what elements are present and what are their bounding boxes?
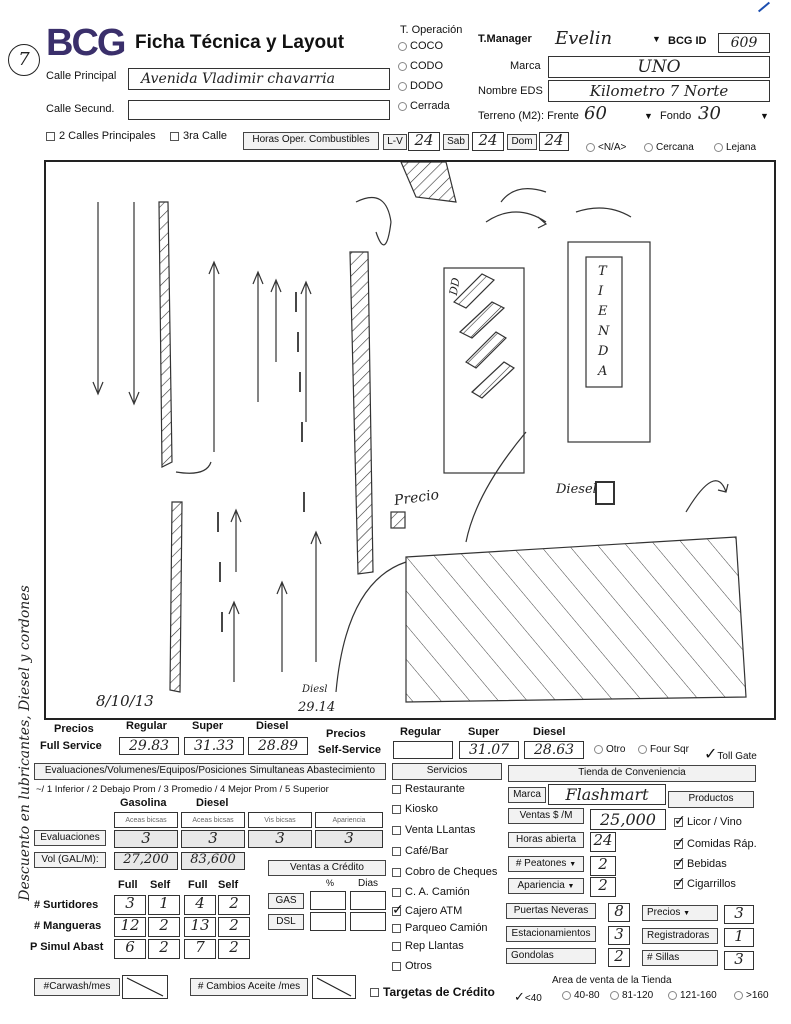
form-number: 7 [8, 44, 40, 76]
surtidores-full-dsl[interactable]: 4 [184, 895, 216, 915]
calle-secund-field[interactable] [128, 100, 390, 120]
lv-field[interactable]: 24 [408, 132, 440, 151]
precio-label: Precio [393, 486, 441, 510]
checkbox-checked-icon: ✓ [674, 853, 686, 870]
area-option-40-80[interactable]: 40-80 [562, 990, 600, 1001]
dias-label: Dias [358, 878, 379, 889]
precios-label: Precios [54, 723, 94, 735]
simul-abast-label: P Simul Abast [30, 941, 104, 953]
area-option-121-160[interactable]: 121-160 [668, 990, 717, 1001]
precios-self-label: Precios [326, 728, 366, 740]
checkbox-icon [392, 847, 401, 856]
sab-field[interactable]: 24 [472, 132, 504, 151]
lane-arrow [231, 510, 241, 572]
sab-label: Sab [443, 134, 469, 150]
chevron-down-icon[interactable]: ▼ [644, 111, 653, 121]
area-option-lt40[interactable]: ✓<40 [514, 989, 542, 1004]
price-self-diesel[interactable]: 28.63 [524, 741, 584, 759]
price-self-regular[interactable] [393, 741, 453, 759]
radio-icon [398, 62, 407, 71]
tienda-header[interactable]: Tienda de Conveniencia [508, 765, 756, 782]
ventas-label: Ventas $ /M [508, 808, 584, 824]
eval-value-4[interactable]: 3 [315, 830, 383, 848]
peatones-field[interactable]: 2 [590, 856, 616, 876]
diesel-pump [596, 482, 614, 504]
servicio-otros[interactable]: Otros [392, 960, 432, 972]
nombre-eds-label: Nombre EDS [478, 85, 543, 97]
checkbox-icon [392, 888, 401, 897]
eval-value-2[interactable]: 3 [181, 830, 245, 848]
road-divider-bottom [170, 502, 182, 692]
check-mark-icon: ✓ [704, 746, 718, 763]
tienda-marca-field[interactable]: Flashmart [548, 784, 666, 805]
bcg-logo: BCG [46, 22, 125, 64]
price-self-super[interactable]: 31.07 [459, 741, 519, 759]
diesel-label: Diesel [556, 482, 597, 497]
targetas-credito-checkbox[interactable]: Targetas de Crédito [370, 985, 495, 999]
terreno-frente-value[interactable]: 60 [584, 103, 607, 124]
bcg-id-label: BCG ID [668, 35, 707, 47]
terreno-label: Terreno (M2): Frente [478, 110, 579, 122]
col-super: Super [192, 720, 224, 732]
ventas-credito-header: Ventas a Crédito [268, 860, 386, 876]
gas-dias-field[interactable] [350, 891, 386, 910]
self-service-label: Self-Service [318, 744, 381, 756]
road-divider-top [159, 202, 172, 467]
gondolas-field[interactable]: 2 [608, 948, 630, 967]
fondo-value[interactable]: 30 [698, 103, 721, 124]
operacion-option-cerrada[interactable]: Cerrada [398, 100, 450, 112]
servicio-restaurante[interactable]: Restaurante [392, 783, 465, 795]
radio-icon [714, 143, 723, 152]
surtidores-full-gas[interactable]: 3 [114, 895, 146, 915]
dropdown-4[interactable]: Apariencia [315, 812, 383, 828]
pump-bars [454, 274, 514, 398]
radio-icon [398, 42, 407, 51]
price-full-diesel[interactable]: 28.89 [248, 737, 308, 755]
estacionamientos-label: Estacionamientos [506, 926, 596, 942]
layout-sketch-area[interactable] [44, 160, 776, 720]
tienda-letter: D [598, 344, 609, 359]
slash-mark [313, 976, 355, 998]
pct-label: % [326, 878, 335, 888]
servicio-cobro-cheques[interactable]: Cobro de Cheques [392, 866, 497, 878]
simul-self-gas[interactable]: 2 [148, 939, 180, 959]
road-curve [336, 562, 406, 692]
canopy-area [406, 537, 746, 702]
tienda-marca-label: Marca [508, 787, 546, 803]
registradoras-label: Registradoras [642, 928, 718, 944]
dos-calles-checkbox[interactable]: 2 Calles Principales [46, 130, 156, 142]
dd-label: DD [446, 276, 463, 297]
price-full-super[interactable]: 31.33 [184, 737, 244, 755]
checkbox-icon [46, 132, 55, 141]
radio-icon [594, 745, 603, 754]
apariencia-label: Apariencia ▼ [508, 878, 584, 894]
checkbox-icon [392, 826, 401, 835]
gasolina-label: Gasolina [120, 797, 167, 809]
calle-principal-label: Calle Principal [46, 70, 117, 82]
t-manager-value[interactable]: Evelin [555, 28, 613, 49]
checkbox-icon [170, 132, 179, 141]
area-option-81-120[interactable]: 81-120 [610, 990, 653, 1001]
producto-comidas[interactable]: ✓ Comidas Ráp. [674, 833, 757, 850]
radio-icon [734, 991, 743, 1000]
full-label: Full [118, 879, 138, 891]
u-turn-arrow [176, 462, 211, 473]
dom-label: Dom [507, 134, 537, 150]
pen-mark-icon [758, 2, 770, 13]
proximity-option-lejana[interactable]: Lejana [714, 142, 756, 153]
precios-tienda-field[interactable]: 3 [724, 905, 754, 924]
vol-diesel[interactable]: 83,600 [181, 852, 245, 870]
carwash-field[interactable] [122, 975, 168, 999]
dropdown-3[interactable]: Vis bicsas [248, 812, 312, 828]
gas-pct-field[interactable] [310, 891, 346, 910]
gas-label: GAS [268, 893, 304, 909]
operacion-option-codo[interactable]: CODO [398, 60, 443, 72]
marca-label: Marca [510, 60, 541, 72]
option-four-sqr[interactable]: Four Sqr [638, 744, 689, 755]
slash-mark [123, 976, 167, 998]
calle-secund-label: Calle Secund. [46, 103, 115, 115]
servicio-ca-camion[interactable]: C. A. Camión [392, 886, 470, 898]
exit-arrow [686, 481, 728, 512]
evaluaciones-header-button[interactable]: Evaluaciones/Volumenes/Equipos/Posiciones Simultaneas Abastecimiento [34, 763, 386, 780]
precios-tienda-label: Precios ▼ [642, 905, 718, 921]
proximity-option-na[interactable]: <N/A> [586, 142, 626, 153]
ventas-field[interactable]: 25,000 [590, 809, 666, 830]
servicio-kiosko[interactable]: Kiosko [392, 803, 438, 815]
chevron-down-icon[interactable]: ▼ [567, 883, 575, 890]
chevron-down-icon[interactable]: ▼ [683, 910, 691, 917]
dropdown-1[interactable]: Aceas bicsas [114, 812, 178, 828]
lane-arrow [271, 280, 281, 362]
road-curve [466, 432, 526, 542]
bcg-id-field[interactable]: 609 [718, 33, 770, 53]
lane-arrow [209, 262, 219, 452]
page-title: Ficha Técnica y Layout [135, 32, 345, 53]
peatones-label: # Peatones ▼ [508, 856, 584, 872]
radio-icon [610, 991, 619, 1000]
precio-sign [391, 512, 405, 528]
operacion-option-dodo[interactable]: DODO [398, 80, 443, 92]
servicio-cafe-bar[interactable]: Café/Bar [392, 845, 448, 857]
vol-label: Vol (GAL/M): [34, 852, 106, 868]
checkbox-icon [392, 942, 401, 951]
lane-arrow [253, 272, 263, 402]
lv-label: L-V [383, 134, 407, 150]
option-toll-gate[interactable]: ✓Toll Gate [704, 746, 757, 763]
radio-icon [562, 991, 571, 1000]
lane-dash [296, 292, 304, 512]
servicio-venta-llantas[interactable]: Venta LLantas [392, 824, 475, 836]
operacion-option-coco[interactable]: COCO [398, 40, 443, 52]
simul-full-gas[interactable]: 6 [114, 939, 146, 959]
lane-arrow [311, 532, 321, 662]
eval-value-1[interactable]: 3 [114, 830, 178, 848]
eval-value-3[interactable]: 3 [248, 830, 312, 848]
lane-arrow [129, 202, 139, 404]
producto-cigarrillos[interactable]: ✓ Cigarrillos [674, 873, 736, 890]
puertas-neveras-field[interactable]: 8 [608, 903, 630, 922]
col-regular: Regular [400, 726, 441, 738]
surtidores-self-dsl[interactable]: 2 [218, 895, 250, 915]
cambios-aceite-label: # Cambios Aceite /mes [190, 978, 308, 996]
area-option-gt160[interactable]: >160 [734, 990, 769, 1001]
store-outline [568, 242, 650, 442]
area-venta-label: Area de venta de la Tienda [552, 975, 672, 986]
registradoras-field[interactable]: 1 [724, 928, 754, 947]
option-otro[interactable]: Otro [594, 744, 625, 755]
col-diesel: Diesel [533, 726, 566, 738]
checkbox-icon [392, 962, 401, 971]
entry-arrow [576, 208, 631, 217]
horas-abierta-field[interactable]: 24 [590, 832, 616, 852]
top-structure [401, 162, 456, 202]
lane-arrow [229, 602, 239, 682]
lane-dash [218, 512, 222, 632]
nombre-eds-field[interactable]: Kilometro 7 Norte [548, 80, 770, 102]
checkbox-checked-icon: ✓ [674, 873, 686, 890]
tienda-letter: A [598, 364, 608, 379]
dsl-pct-field[interactable] [310, 912, 346, 931]
radio-icon [668, 991, 677, 1000]
col-diesel: Diesel [256, 720, 289, 732]
simul-self-dsl[interactable]: 2 [218, 939, 250, 959]
servicios-header[interactable]: Servicios [392, 763, 502, 780]
carwash-label: #Carwash/mes [34, 978, 120, 996]
evaluation-scale: ~/ 1 Inferior / 2 Debajo Prom / 3 Promedio / 4 Mejor Prom / 5 Superior [36, 784, 329, 795]
radio-icon [638, 745, 647, 754]
tienda-letter: I [598, 284, 604, 299]
entry-arrow [376, 222, 391, 245]
sillas-field[interactable]: 3 [724, 951, 754, 970]
servicio-parqueo-camion[interactable]: Parqueo Camión [392, 922, 488, 934]
price-full-regular[interactable]: 29.83 [119, 737, 179, 755]
estacionamientos-field[interactable]: 3 [608, 926, 630, 945]
self-label: Self [150, 879, 171, 891]
check-mark-icon: ✓ [514, 989, 525, 1004]
checkbox-icon [392, 868, 401, 877]
layout-sketch [46, 162, 774, 718]
margin-note: Descuento en lubricantes, Diesel y cordones [17, 585, 33, 901]
tienda-letter: E [598, 304, 608, 319]
col-regular: Regular [126, 720, 167, 732]
checkbox-checked-icon: ✓ [392, 900, 404, 917]
chevron-down-icon[interactable]: ▼ [652, 34, 661, 44]
fondo-label: Fondo [660, 110, 692, 122]
productos-button[interactable]: Productos [668, 791, 754, 808]
mangueras-full-dsl[interactable]: 13 [184, 917, 216, 937]
checkbox-icon [392, 805, 401, 814]
radio-icon [644, 143, 653, 152]
gondolas-label: Gondolas [506, 948, 596, 964]
diesel-note-label: Diesl [302, 684, 328, 695]
lane-arrow [301, 282, 311, 422]
evaluaciones-label: Evaluaciones [34, 830, 106, 846]
mangueras-label: # Mangueras [34, 920, 102, 932]
servicio-rep-llantas[interactable]: Rep Llantas [392, 940, 464, 952]
surtidores-self-gas[interactable]: 1 [148, 895, 180, 915]
producto-licor[interactable]: ✓ Licor / Vino [674, 811, 742, 828]
checkbox-checked-icon: ✓ [674, 833, 686, 850]
lane-arrow [93, 202, 103, 394]
center-divider [350, 252, 373, 574]
entry-arrow [486, 212, 546, 228]
full-label: Full [188, 879, 208, 891]
lane-arrow [277, 582, 287, 672]
sillas-label: # Sillas [642, 950, 718, 966]
diesel-note-value: 29.14 [298, 700, 336, 715]
vol-gasolina[interactable]: 27,200 [114, 852, 178, 870]
horas-oper-button[interactable]: Horas Oper. Combustibles [243, 132, 379, 150]
tercera-calle-checkbox[interactable]: 3ra Calle [170, 130, 227, 142]
t-manager-label: T.Manager [478, 33, 532, 45]
dom-field[interactable]: 24 [539, 132, 569, 151]
apariencia-field[interactable]: 2 [590, 877, 616, 897]
checkbox-icon [370, 988, 379, 997]
radio-icon [398, 102, 407, 111]
date-note: 8/10/13 [96, 692, 154, 710]
checkbox-icon [392, 924, 401, 933]
mangueras-self-dsl[interactable]: 2 [218, 917, 250, 937]
operacion-label: T. Operación [400, 24, 463, 36]
u-turn-arrow [356, 198, 391, 223]
chevron-down-icon[interactable]: ▼ [760, 111, 769, 121]
surtidores-label: # Surtidores [34, 899, 99, 911]
simul-full-dsl[interactable]: 7 [184, 939, 216, 959]
full-service-label: Full Service [40, 740, 102, 752]
radio-icon [398, 82, 407, 91]
calle-principal-field[interactable]: Avenida Vladimir chavarria [128, 68, 390, 90]
checkbox-icon [392, 785, 401, 794]
chevron-down-icon[interactable]: ▼ [569, 861, 577, 868]
entry-arrow [501, 189, 546, 202]
radio-icon [586, 143, 595, 152]
tienda-letter: N [598, 324, 610, 339]
marca-field[interactable]: UNO [548, 56, 770, 78]
diesel-eval-label: Diesel [196, 797, 229, 809]
self-label: Self [218, 879, 239, 891]
dropdown-2[interactable]: Aceas bicsas [181, 812, 245, 828]
col-super: Super [468, 726, 500, 738]
proximity-option-cercana[interactable]: Cercana [644, 142, 694, 153]
tienda-letter: T [598, 264, 607, 279]
checkbox-checked-icon: ✓ [674, 811, 686, 828]
horas-abierta-label: Horas abierta [508, 832, 584, 848]
dsl-label: DSL [268, 914, 304, 930]
cambios-aceite-field[interactable] [312, 975, 356, 999]
dsl-dias-field[interactable] [350, 912, 386, 931]
mangueras-self-gas[interactable]: 2 [148, 917, 180, 937]
servicio-cajero-atm[interactable]: ✓ Cajero ATM [392, 900, 463, 917]
producto-bebidas[interactable]: ✓ Bebidas [674, 853, 727, 870]
puertas-neveras-label: Puertas Neveras [506, 903, 596, 919]
mangueras-full-gas[interactable]: 12 [114, 917, 146, 937]
